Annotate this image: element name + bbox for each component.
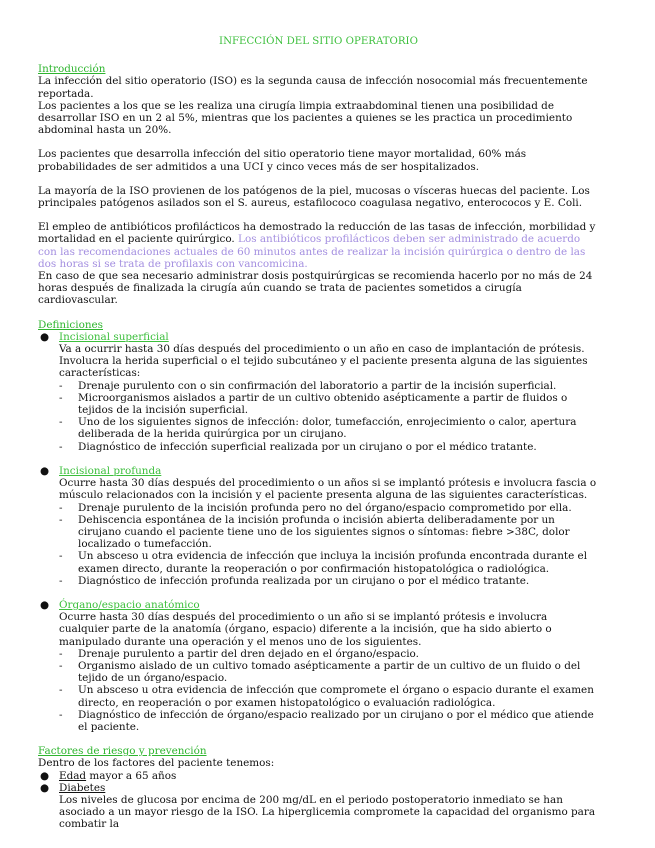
list-item: - Diagnóstico de infección profunda realizada por un cirujano o por el médico tratante. [59, 574, 530, 587]
definition-criteria-list [38, 502, 599, 587]
bullet-icon: ● [40, 769, 50, 782]
risk-diabetes-text: Los niveles de glucosa por encima de 200 mg/dL en el periodo postoperatorio inmediato se han asociado a un mayor riesgo de la ISO. La hiperglicemia compromete la capacidad del organismo para combatir la [59, 793, 596, 831]
list-item: - Diagnóstico de infección de órgano/espacio realizado por un cirujano o por el médico que atiende el paciente. [59, 708, 594, 733]
risk-item-text: mayor a 65 años [86, 769, 177, 782]
section-heading-introduccion: Introducción [38, 63, 106, 76]
intro-paragraph-4: La mayoría de la ISO provienen de los patógenos de la piel, mucosas o vísceras huecas del paciente. Los principales patógenos asilados son el S. aureus, estafilococo coagulasa negativo, enterococos y E. Coli. [38, 184, 590, 210]
intro-paragraph-5-highlight: Los antibióticos profilácticos deben ser administrado de acuerdo con las recomendaciones actuales de 60 minutos antes de realizar la incisión quirúrgica o dentro de las dos horas si se trata de profilaxis con vancomicina. [38, 233, 586, 270]
intro-paragraph-5 [38, 221, 599, 270]
list-item: - Drenaje purulento a partir del dren dejado en el órgano/espacio. [59, 647, 419, 660]
intro-paragraph-5-text: El empleo de antibióticos profilácticos ha demostrado la reducción de las tasas de infección, morbilidad y mortalidad en el paciente quirúrgico. [38, 221, 596, 246]
intro-paragraph-3: Los pacientes que desarrolla infección del sitio operatorio tiene mayor mortalidad, 60% más probabilidades de ser admitidos a una UCI y cinco veces más de ser hospitalizados. [38, 148, 527, 173]
definition-organo-espacio [38, 599, 599, 611]
bullet-icon: ● [40, 464, 50, 477]
section-introduccion [38, 63, 599, 306]
list-item: - Dehiscencia espontánea de la incisión profunda o incisión abierta deliberadamente por un cirujano cuando el paciente tiene uno de los siguientes signos o síntomas: fiebre >38C, dolor localizado o tumefacción. [59, 513, 570, 551]
list-item: - Un absceso u otra evidencia de infección que incluya la incisión profunda encontrada durante el examen directo, durante la reoperación o por confirmación histopatológica o radiológica. [59, 550, 588, 575]
definition-text: Ocurre hasta 30 días después del procedimiento o un año si se implantó prótesis e involucra cualquier parte de la anatomía (órgano, espacio) diferente a la incisión, que ha sido abierto o manipulado durante una operación y el menos uno de los siguientes. [59, 611, 552, 648]
definition-criteria-list [38, 648, 599, 733]
definition-incisional-superficial [38, 331, 599, 343]
document-title: INFECCIÓN DEL SITIO OPERATORIO [219, 36, 418, 47]
list-item: - Drenaje purulento de la incisión profunda pero no del órgano/espacio comprometido por ella. [59, 501, 572, 514]
bullet-icon: ● [40, 598, 50, 611]
section-heading-definiciones: Definiciones [38, 318, 103, 331]
definition-title: Órgano/espacio anatómico [59, 598, 200, 611]
risk-item-label: Diabetes [59, 781, 106, 794]
list-item: - Un absceso u otra evidencia de infección que compromete el órgano o espacio durante el examen directo, en reoperación o por examen histopatológico o evaluación radiológica. [59, 684, 594, 709]
list-item: - Diagnóstico de infección superficial realizada por un cirujano o por el médico tratante. [59, 440, 537, 453]
definition-text: Ocurre hasta 30 días después del procedimiento o un años si se implantó prótesis e involucra fascia o músculo relacionados con la incisión y el paciente presenta alguna de las siguientes características. [59, 477, 597, 502]
definition-incisional-profunda [38, 465, 599, 477]
section-definiciones [38, 319, 599, 734]
section-factores-riesgo [38, 745, 599, 830]
definition-title: Incisional profunda [59, 464, 162, 477]
risk-item-label: Edad [59, 769, 87, 782]
intro-paragraph-1: La infección del sitio operatorio (ISO) es la segunda causa de infección nosocomial más frecuentemente reportada. [38, 75, 588, 100]
definition-criteria-list [38, 380, 599, 453]
section-heading-factores: Factores de riesgo y prevención [38, 745, 207, 758]
definition-text: Va a ocurrir hasta 30 días después del procedimiento o un año en caso de implantación de prótesis. Involucra la herida superficial o el tejido subcutáneo y el paciente presenta alguna de las siguientes características: [59, 343, 588, 380]
risk-item-edad [38, 770, 599, 782]
risk-item-diabetes [38, 782, 599, 794]
bullet-icon: ● [40, 330, 50, 343]
bullet-icon: ● [40, 781, 50, 794]
list-item: - Microorganismos aislados a partir de un cultivo obtenido asépticamente a partir de fluidos o tejidos de la incisión superficial. [59, 391, 568, 417]
intro-paragraph-2: Los pacientes a los que se les realiza una cirugía limpia extraabdominal tienen una posibilidad de desarrollar ISO en un 2 al 5%, mientras que los pacientes a quienes se les practica un procedimiento abdominal hasta un 20%. [38, 99, 573, 137]
definition-title: Incisional superficial [59, 330, 169, 343]
intro-paragraph-6: En caso de que sea necesario administrar dosis postquirúrgicas se recomienda hacerlo por no más de 24 horas después de finalizada la cirugía aún cuando se trata de pacientes sometidos a cirugía cardiovascular. [38, 270, 593, 307]
risk-intro: Dentro de los factores del paciente tenemos: [38, 757, 275, 770]
list-item: - Uno de los siguientes signos de infección: dolor, tumefacción, enrojecimiento o calor, apertura deliberada de la herida quirúrgica por un cirujano. [59, 416, 577, 441]
list-item: - Drenaje purulento con o sin confirmación del laboratorio a partir de la incisión superficial. [59, 379, 557, 392]
list-item: - Organismo aislado de un cultivo tomado asépticamente a partir de un cultivo de un fluido o del tejido de un órgano/espacio. [59, 659, 581, 685]
